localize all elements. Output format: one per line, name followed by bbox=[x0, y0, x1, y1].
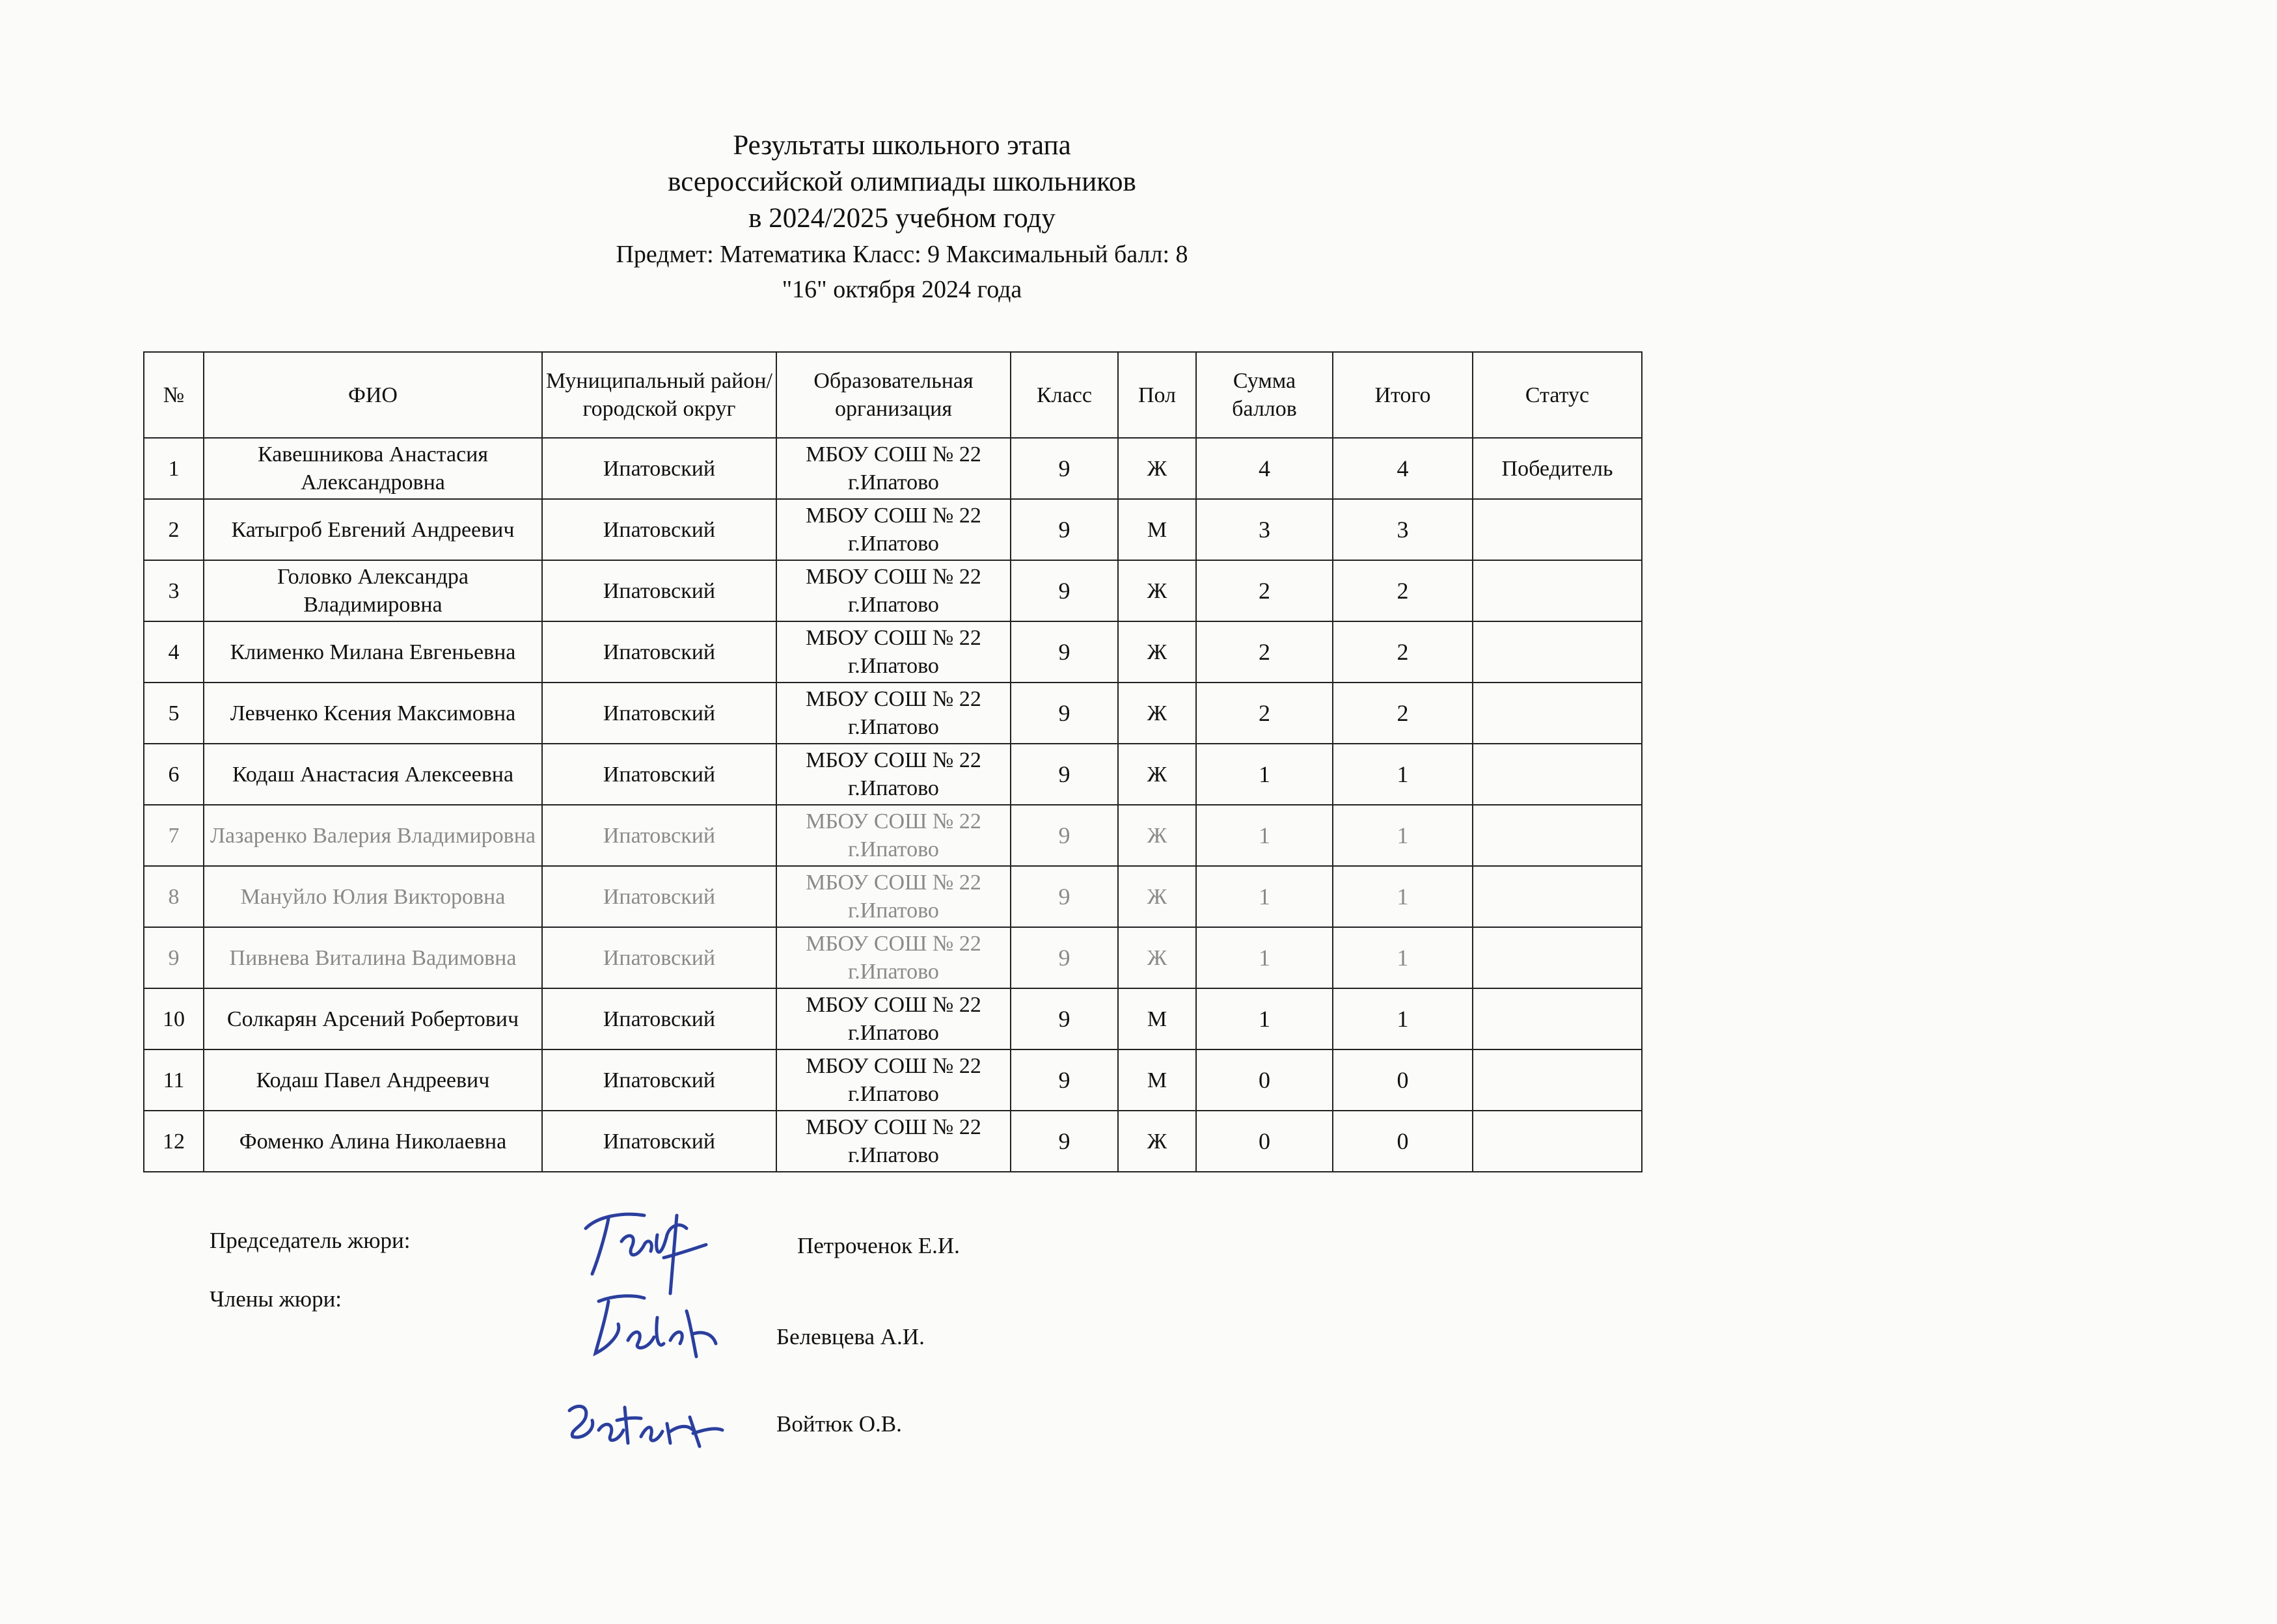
cell-total: 3 bbox=[1333, 499, 1473, 560]
cell-total: 0 bbox=[1333, 1049, 1473, 1111]
title-line-2: всероссийской олимпиады школьников bbox=[668, 167, 1136, 197]
col-header-status: Статус bbox=[1473, 352, 1642, 438]
document-header bbox=[511, 128, 1292, 307]
cell-number: 2 bbox=[144, 499, 204, 560]
col-header-fio: ФИО bbox=[204, 352, 542, 438]
cell-fio: Катыгроб Евгений Андреевич bbox=[204, 499, 542, 560]
cell-sex: Ж bbox=[1118, 1111, 1196, 1172]
table-row bbox=[144, 1111, 1642, 1172]
cell-district: Ипатовский bbox=[542, 988, 776, 1049]
signature-belevtseva-icon bbox=[582, 1285, 726, 1370]
cell-status bbox=[1473, 499, 1642, 560]
cell-grade: 9 bbox=[1011, 744, 1118, 805]
cell-sum: 2 bbox=[1196, 621, 1333, 683]
col-header-sum: Сумма баллов bbox=[1196, 352, 1333, 438]
cell-sex: Ж bbox=[1118, 866, 1196, 927]
jury-member-1-name: Белевцева А.И. bbox=[776, 1324, 925, 1349]
cell-district: Ипатовский bbox=[542, 927, 776, 988]
cell-organization: МБОУ СОШ № 22 г.Ипатово bbox=[776, 866, 1011, 927]
col-header-organization: Образовательная организация bbox=[776, 352, 1011, 438]
cell-organization: МБОУ СОШ № 22 г.Ипатово bbox=[776, 1111, 1011, 1172]
table-row bbox=[144, 866, 1642, 927]
col-header-number: № bbox=[144, 352, 204, 438]
cell-fio: Лазаренко Валерия Владимировна bbox=[204, 805, 542, 866]
cell-organization: МБОУ СОШ № 22 г.Ипатово bbox=[776, 1049, 1011, 1111]
cell-district: Ипатовский bbox=[542, 438, 776, 499]
cell-organization: МБОУ СОШ № 22 г.Ипатово bbox=[776, 988, 1011, 1049]
cell-status bbox=[1473, 744, 1642, 805]
cell-status bbox=[1473, 1049, 1642, 1111]
cell-district: Ипатовский bbox=[542, 1049, 776, 1111]
cell-sum: 3 bbox=[1196, 499, 1333, 560]
cell-sex: М bbox=[1118, 499, 1196, 560]
cell-grade: 9 bbox=[1011, 621, 1118, 683]
cell-total: 4 bbox=[1333, 438, 1473, 499]
cell-status bbox=[1473, 988, 1642, 1049]
cell-organization: МБОУ СОШ № 22 г.Ипатово bbox=[776, 560, 1011, 621]
cell-fio: Левченко Ксения Максимовна bbox=[204, 683, 542, 744]
table-row bbox=[144, 499, 1642, 560]
cell-number: 9 bbox=[144, 927, 204, 988]
cell-number: 1 bbox=[144, 438, 204, 499]
date-line: "16" октября 2024 года bbox=[782, 276, 1022, 303]
cell-total: 1 bbox=[1333, 988, 1473, 1049]
cell-fio: Клименко Милана Евгеньевна bbox=[204, 621, 542, 683]
cell-fio: Кодаш Павел Андреевич bbox=[204, 1049, 542, 1111]
table-row bbox=[144, 1049, 1642, 1111]
table-row bbox=[144, 988, 1642, 1049]
cell-sex: Ж bbox=[1118, 805, 1196, 866]
cell-sum: 2 bbox=[1196, 683, 1333, 744]
cell-total: 1 bbox=[1333, 805, 1473, 866]
cell-total: 1 bbox=[1333, 866, 1473, 927]
cell-sum: 1 bbox=[1196, 927, 1333, 988]
cell-number: 11 bbox=[144, 1049, 204, 1111]
cell-sex: Ж bbox=[1118, 560, 1196, 621]
cell-grade: 9 bbox=[1011, 805, 1118, 866]
cell-sum: 1 bbox=[1196, 866, 1333, 927]
col-header-district: Муниципальный район/городской округ bbox=[542, 352, 776, 438]
cell-total: 2 bbox=[1333, 621, 1473, 683]
cell-status bbox=[1473, 621, 1642, 683]
cell-sum: 0 bbox=[1196, 1111, 1333, 1172]
table-row bbox=[144, 744, 1642, 805]
cell-total: 1 bbox=[1333, 744, 1473, 805]
cell-total: 0 bbox=[1333, 1111, 1473, 1172]
cell-organization: МБОУ СОШ № 22 г.Ипатово bbox=[776, 805, 1011, 866]
cell-district: Ипатовский bbox=[542, 499, 776, 560]
cell-fio: Головко Александра Владимировна bbox=[204, 560, 542, 621]
cell-total: 1 bbox=[1333, 927, 1473, 988]
cell-district: Ипатовский bbox=[542, 805, 776, 866]
table-row bbox=[144, 560, 1642, 621]
cell-number: 7 bbox=[144, 805, 204, 866]
cell-district: Ипатовский bbox=[542, 560, 776, 621]
cell-fio: Фоменко Алина Николаевна bbox=[204, 1111, 542, 1172]
title-line-3: в 2024/2025 учебном году bbox=[748, 203, 1056, 234]
cell-status bbox=[1473, 927, 1642, 988]
cell-status: Победитель bbox=[1473, 438, 1642, 499]
cell-sex: М bbox=[1118, 1049, 1196, 1111]
cell-district: Ипатовский bbox=[542, 683, 776, 744]
jury-chair-name: Петроченок Е.И. bbox=[797, 1233, 960, 1258]
cell-grade: 9 bbox=[1011, 438, 1118, 499]
cell-status bbox=[1473, 1111, 1642, 1172]
cell-sum: 1 bbox=[1196, 805, 1333, 866]
cell-grade: 9 bbox=[1011, 866, 1118, 927]
jury-member-2-name: Войтюк О.В. bbox=[776, 1411, 902, 1437]
cell-sex: Ж bbox=[1118, 927, 1196, 988]
cell-district: Ипатовский bbox=[542, 866, 776, 927]
cell-total: 2 bbox=[1333, 683, 1473, 744]
table-row bbox=[144, 683, 1642, 744]
jury-members-label: Члены жюри: bbox=[210, 1286, 342, 1312]
cell-organization: МБОУ СОШ № 22 г.Ипатово bbox=[776, 621, 1011, 683]
table-row bbox=[144, 438, 1642, 499]
cell-sum: 1 bbox=[1196, 988, 1333, 1049]
cell-fio: Мануйло Юлия Викторовна bbox=[204, 866, 542, 927]
cell-district: Ипатовский bbox=[542, 744, 776, 805]
cell-number: 5 bbox=[144, 683, 204, 744]
cell-grade: 9 bbox=[1011, 927, 1118, 988]
cell-fio: Кодаш Анастасия Алексеевна bbox=[204, 744, 542, 805]
col-header-grade: Класс bbox=[1011, 352, 1118, 438]
cell-district: Ипатовский bbox=[542, 621, 776, 683]
signature-petrochenok-icon bbox=[573, 1196, 716, 1300]
cell-sex: М bbox=[1118, 988, 1196, 1049]
title-line-1: Результаты школьного этапа bbox=[733, 130, 1071, 161]
cell-fio: Кавешникова Анастасия Александровна bbox=[204, 438, 542, 499]
cell-district: Ипатовский bbox=[542, 1111, 776, 1172]
col-header-sex: Пол bbox=[1118, 352, 1196, 438]
cell-sum: 1 bbox=[1196, 744, 1333, 805]
table-row bbox=[144, 927, 1642, 988]
cell-sex: Ж bbox=[1118, 683, 1196, 744]
cell-grade: 9 bbox=[1011, 683, 1118, 744]
cell-number: 10 bbox=[144, 988, 204, 1049]
cell-organization: МБОУ СОШ № 22 г.Ипатово bbox=[776, 927, 1011, 988]
table-row bbox=[144, 805, 1642, 866]
table-header-row bbox=[144, 352, 1642, 438]
subject-line: Предмет: Математика Класс: 9 Максимальный балл: 8 bbox=[616, 241, 1188, 268]
cell-organization: МБОУ СОШ № 22 г.Ипатово bbox=[776, 499, 1011, 560]
cell-number: 8 bbox=[144, 866, 204, 927]
cell-organization: МБОУ СОШ № 22 г.Ипатово bbox=[776, 683, 1011, 744]
cell-grade: 9 bbox=[1011, 560, 1118, 621]
cell-sum: 4 bbox=[1196, 438, 1333, 499]
signature-voityuk-icon bbox=[560, 1391, 729, 1463]
cell-grade: 9 bbox=[1011, 1049, 1118, 1111]
cell-sum: 0 bbox=[1196, 1049, 1333, 1111]
cell-fio: Пивнева Виталина Вадимовна bbox=[204, 927, 542, 988]
cell-status bbox=[1473, 683, 1642, 744]
cell-grade: 9 bbox=[1011, 499, 1118, 560]
cell-fio: Солкарян Арсений Робертович bbox=[204, 988, 542, 1049]
cell-number: 6 bbox=[144, 744, 204, 805]
cell-grade: 9 bbox=[1011, 988, 1118, 1049]
cell-status bbox=[1473, 805, 1642, 866]
cell-organization: МБОУ СОШ № 22 г.Ипатово bbox=[776, 438, 1011, 499]
cell-grade: 9 bbox=[1011, 1111, 1118, 1172]
cell-organization: МБОУ СОШ № 22 г.Ипатово bbox=[776, 744, 1011, 805]
cell-number: 12 bbox=[144, 1111, 204, 1172]
cell-sex: Ж bbox=[1118, 438, 1196, 499]
results-table bbox=[143, 351, 1643, 1172]
cell-status bbox=[1473, 560, 1642, 621]
col-header-total: Итого bbox=[1333, 352, 1473, 438]
cell-number: 3 bbox=[144, 560, 204, 621]
cell-number: 4 bbox=[144, 621, 204, 683]
jury-chair-label: Председатель жюри: bbox=[210, 1228, 411, 1253]
table-row bbox=[144, 621, 1642, 683]
cell-status bbox=[1473, 866, 1642, 927]
cell-sum: 2 bbox=[1196, 560, 1333, 621]
cell-sex: Ж bbox=[1118, 744, 1196, 805]
cell-sex: Ж bbox=[1118, 621, 1196, 683]
cell-total: 2 bbox=[1333, 560, 1473, 621]
